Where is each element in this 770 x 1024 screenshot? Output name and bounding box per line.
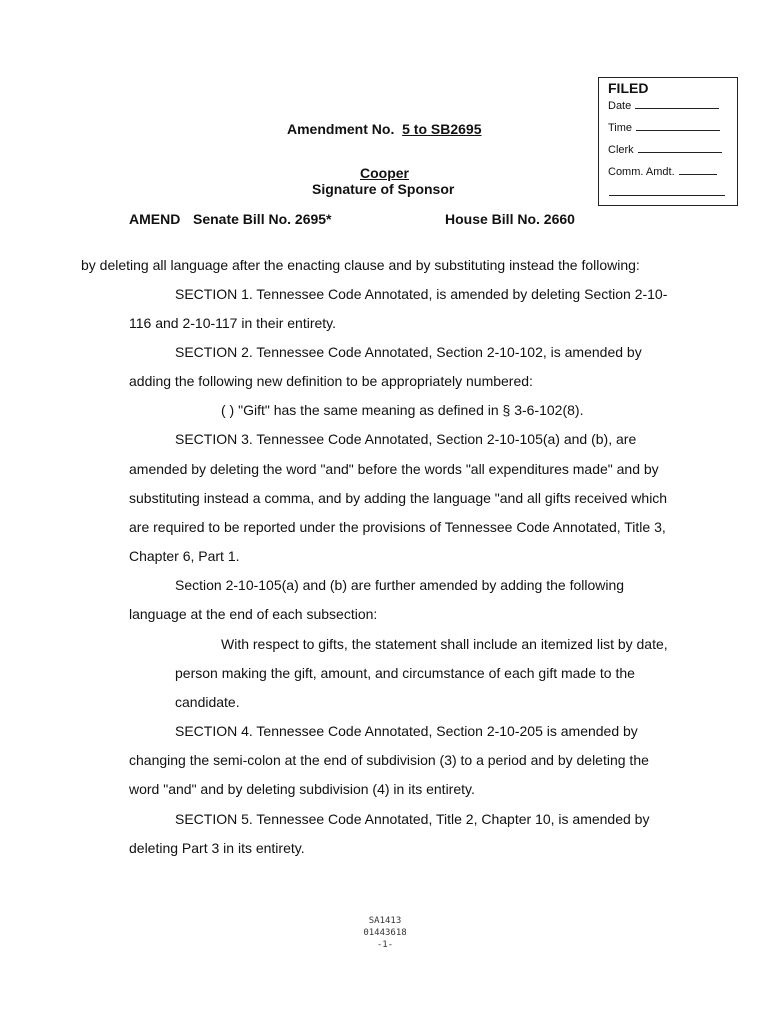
- section-3-quote-line-2: person making the gift, amount, and circumstance of each gift made to the: [175, 665, 635, 681]
- section-1-line-2: 116 and 2-10-117 in their entirety.: [129, 315, 337, 331]
- section-3-quote-line-3: candidate.: [175, 694, 240, 710]
- footer-doc-number: 01443618: [363, 928, 407, 938]
- filed-comm-row: [608, 164, 717, 178]
- section-3-line-2: amended by deleting the word "and" before the words "all expenditures made" and by: [129, 461, 659, 477]
- footer-doc-id: SA1413: [368, 916, 402, 926]
- section-2-line-2: adding the following new definition to be appropriately numbered:: [129, 373, 533, 389]
- section-4-line-3: word "and" and by deleting subdivision (4) in its entirety.: [129, 781, 475, 797]
- amend-label: AMEND: [129, 211, 181, 227]
- section-3-line-4: are required to be reported under the provisions of Tennessee Code Annotated, Title 3,: [129, 519, 666, 535]
- filed-time-blank: [636, 120, 720, 131]
- section-3-line-1: SECTION 3. Tennessee Code Annotated, Section 2-10-105(a) and (b), are: [175, 431, 637, 447]
- section-3-quote-line-1: With respect to gifts, the statement shall include an itemized list by date,: [221, 636, 668, 652]
- intro-paragraph: by deleting all language after the enacting clause and by substituting instead the following:: [81, 257, 640, 273]
- amendment-ref: 5 to SB2695: [402, 121, 482, 137]
- house-bill: House Bill No. 2660: [445, 211, 575, 227]
- filed-extra-blank: [609, 195, 725, 196]
- filed-clerk-label: Clerk: [608, 144, 634, 156]
- filed-date-row: [608, 98, 719, 112]
- senate-bill: Senate Bill No. 2695*: [193, 211, 332, 227]
- section-3-line-5: Chapter 6, Part 1.: [129, 548, 240, 564]
- section-5-line-2: deleting Part 3 in its entirety.: [129, 840, 305, 856]
- page-number: -1-: [376, 940, 394, 950]
- section-3-line-7: language at the end of each subsection:: [129, 606, 378, 622]
- section-4-line-1: SECTION 4. Tennessee Code Annotated, Section 2-10-205 is amended by: [175, 723, 638, 739]
- filed-clerk-row: [608, 142, 722, 156]
- sponsor-caption: Signature of Sponsor: [312, 181, 455, 197]
- filed-comm-blank: [679, 164, 717, 175]
- filed-time-label: Time: [608, 122, 633, 134]
- section-3-line-3: substituting instead a comma, and by adding the language "and all gifts received which: [129, 490, 668, 506]
- filed-time-row: [608, 120, 720, 134]
- section-2-line-1: SECTION 2. Tennessee Code Annotated, Section 2-10-102, is amended by: [175, 344, 642, 360]
- section-1-line-1: SECTION 1. Tennessee Code Annotated, is amended by deleting Section 2-10-: [175, 286, 668, 302]
- filed-date-label: Date: [608, 100, 632, 112]
- section-3-line-6: Section 2-10-105(a) and (b) are further amended by adding the following: [175, 577, 625, 593]
- filed-title: FILED: [608, 80, 649, 96]
- sponsor-name: Cooper: [360, 165, 409, 181]
- amendment-prefix: Amendment No.: [287, 121, 395, 137]
- filed-comm-label: Comm. Amdt.: [608, 166, 675, 178]
- filed-date-blank: [635, 98, 719, 109]
- filed-box: [598, 77, 738, 206]
- section-2-gift-definition: ( ) "Gift" has the same meaning as defined in § 3-6-102(8).: [221, 402, 584, 418]
- section-4-line-2: changing the semi-colon at the end of subdivision (3) to a period and by deleting the: [129, 752, 649, 768]
- filed-clerk-blank: [638, 142, 722, 153]
- amendment-number: [287, 121, 482, 137]
- section-5-line-1: SECTION 5. Tennessee Code Annotated, Title 2, Chapter 10, is amended by: [175, 811, 650, 827]
